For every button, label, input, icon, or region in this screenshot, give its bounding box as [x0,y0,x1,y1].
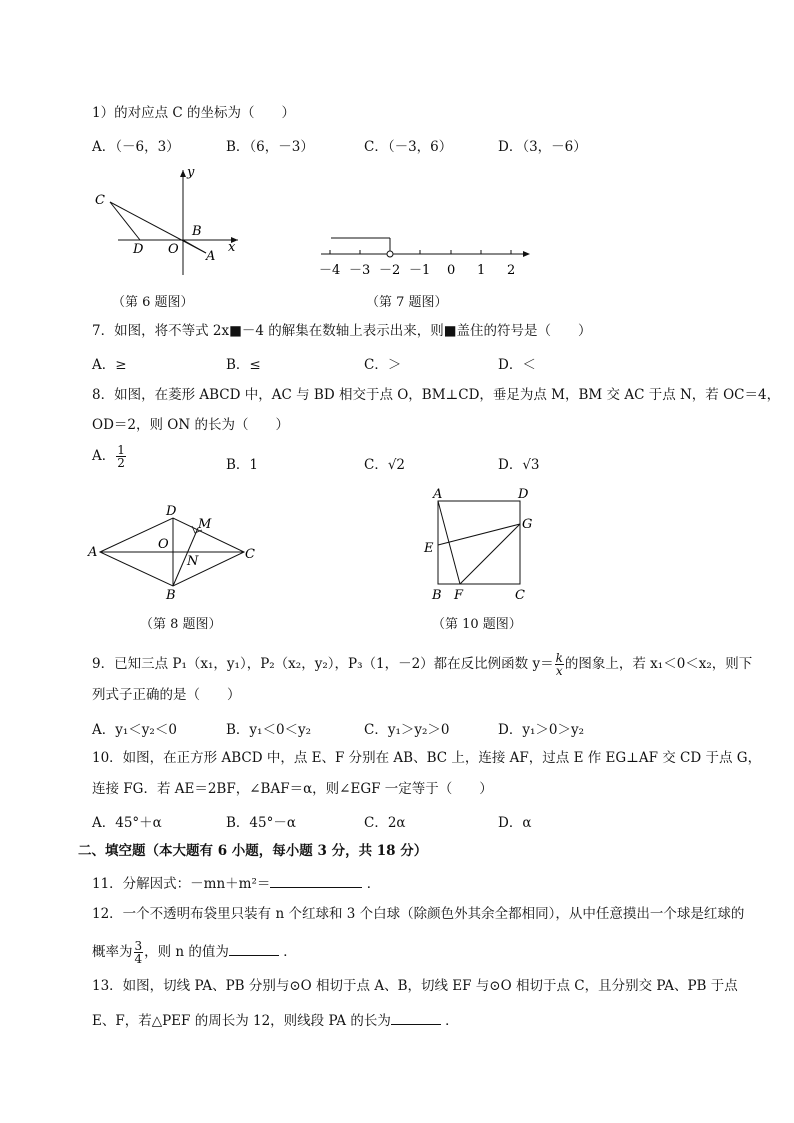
q11-end: ． [366,876,381,892]
figure-7-number-line [316,228,536,283]
q13-text: E、F，若△PEF 的周长为 12，则线段 PA 的长为 [92,1013,391,1029]
q8-option-a-num: 1 [117,443,125,457]
fig10-label-g: G [522,517,533,532]
fig7-tick-m2: －2 [379,263,401,278]
q6-tail: 1）的对应点 C 的坐标为（ ） [92,105,296,121]
fig7-tick-2: 2 [507,263,516,278]
q8-stem-line2: OD＝2，则 ON 的长为（ ） [92,417,289,433]
q9-option-d: D．y₁＞0＞y₂ [498,722,584,738]
q13-stem-line2 [92,1010,459,1030]
q10-option-d: D．α [498,815,532,831]
fig7-tick-m4: －4 [319,263,341,278]
q11-text: 11．分解因式：－mn＋m²＝ [92,876,271,892]
q9-fraction-den: x [555,664,563,678]
figure-10-square-diagram [420,484,540,604]
fig6-label-y: y [187,165,195,180]
q8-option-a-prefix: A． [92,448,116,464]
q9-option-a: A．y₁＜y₂＜0 [92,722,177,738]
q12-text-b: ，则 n 的值为 [144,944,229,960]
fig7-caption: （第 7 题图） [366,295,448,310]
q10-option-a: A．45°＋α [92,815,162,831]
q6-option-a: A．（－6，3） [92,139,180,155]
q12-stem-line1: 12．一个不透明布袋里只装有 n 个红球和 3 个白球（除颜色外其余全都相同），从中任意摸出一个球是红球的 [92,906,745,922]
q6-option-b: B．（6，－3） [226,139,314,155]
fig6-label-o: O [168,242,179,257]
fig10-label-d: D [518,487,529,502]
q13-stem-line1: 13．如图，切线 PA、PB 分别与⊙O 相切于点 A、B，切线 EF 与⊙O 相切于点 C，且分别交 PA、PB 于点 [92,978,738,994]
q10-option-b: B．45°－α [226,815,296,831]
q6-option-d: D．（3，－6） [498,139,587,155]
q13-end: ． [445,1013,459,1029]
fig6-label-a: A [206,249,216,264]
q12-fraction [134,940,144,965]
figure-8-rhombus-diagram [86,500,261,605]
fig6-caption: （第 6 题图） [112,295,194,310]
fig10-label-b: B [432,588,442,603]
q12-end: ． [283,944,297,960]
q10-stem-line2: 连接 FG．若 AE＝2BF，∠BAF＝α，则∠EGF 一定等于（ ） [92,781,493,797]
fig8-label-m: M [198,517,212,532]
q9-stem-line2: 列式子正确的是（ ） [92,687,241,703]
q8-option-a [92,444,127,469]
q12-stem-line2 [92,940,297,965]
q13-answer-blank[interactable] [391,1010,441,1025]
fig7-tick-m3: －3 [349,263,371,278]
q7-option-a: A．≥ [92,357,127,373]
q12-text-a: 概率为 [92,944,133,960]
fig10-label-e: E [424,541,434,556]
fig8-label-o: O [158,537,169,552]
fig8-label-n: N [187,554,199,569]
q6-option-c: C．（－3，6） [364,139,453,155]
fig8-label-d: D [166,504,177,519]
q7-option-d: D．＜ [498,357,536,373]
q12-fraction-den: 4 [134,952,143,966]
fig10-label-a: A [433,487,443,502]
q8-option-a-den: 2 [117,456,125,470]
q12-fraction-num: 3 [134,939,143,953]
fig6-label-c: C [95,193,105,208]
q8-stem-line1: 8．如图，在菱形 ABCD 中，AC 与 BD 相交于点 O，BM⊥CD，垂足为点 M，BM 交 AC 于点 N，若 OC＝4， [92,387,781,403]
q7-option-c: C．＞ [364,357,402,373]
fig7-tick-1: 1 [477,263,486,278]
q9-stem-part2: 的图象上，若 x₁＜0＜x₂，则下 [564,656,753,672]
fig8-label-a: A [88,545,98,560]
fig10-caption: （第 10 题图） [432,617,522,632]
fig8-label-b: B [166,588,176,603]
fig7-tick-0: 0 [447,263,456,278]
fig10-label-f: F [454,588,464,603]
fig8-caption: （第 8 题图） [140,617,222,632]
q8-option-b: B．1 [226,457,259,473]
q7-stem: 7．如图，将不等式 2x■－4 的解集在数轴上表示出来，则■盖住的符号是（ ） [92,323,592,339]
fig6-label-b: B [192,224,202,239]
q9-option-c: C．y₁＞y₂＞0 [364,722,450,738]
figure-6-coordinate-diagram [88,160,258,285]
q11-stem [92,873,380,893]
fig6-label-d: D [133,242,144,257]
q9-stem-part1: 9．已知三点 P₁（x₁，y₁），P₂（x₂，y₂），P₃（1，－2）都在反比例函数 y＝ [92,656,554,672]
q7-option-b: B．≤ [226,357,261,373]
q9-option-b: B．y₁＜0＜y₂ [226,722,312,738]
q9-fraction-num: k [555,651,563,665]
q11-answer-blank[interactable] [270,873,362,888]
q12-answer-blank[interactable] [229,941,279,956]
q8-option-d: D．√3 [498,457,540,473]
fig6-label-x: x [228,240,236,255]
q10-option-c: C．2α [364,815,406,831]
q8-option-a-fraction [116,444,126,469]
q8-option-c: C．√2 [364,457,406,473]
q9-stem-line1 [92,652,752,677]
fig7-tick-m1: －1 [409,263,431,278]
section-2-heading: 二、填空题（本大题有 6 小题，每小题 3 分，共 18 分） [78,843,428,859]
fig10-label-c: C [515,588,525,603]
fig8-label-c: C [245,547,255,562]
q9-fraction [555,652,564,677]
q10-stem-line1: 10．如图，在正方形 ABCD 中，点 E、F 分别在 AB、BC 上，连接 AF，过点 E 作 EG⊥AF 交 CD 于点 G， [92,750,762,766]
